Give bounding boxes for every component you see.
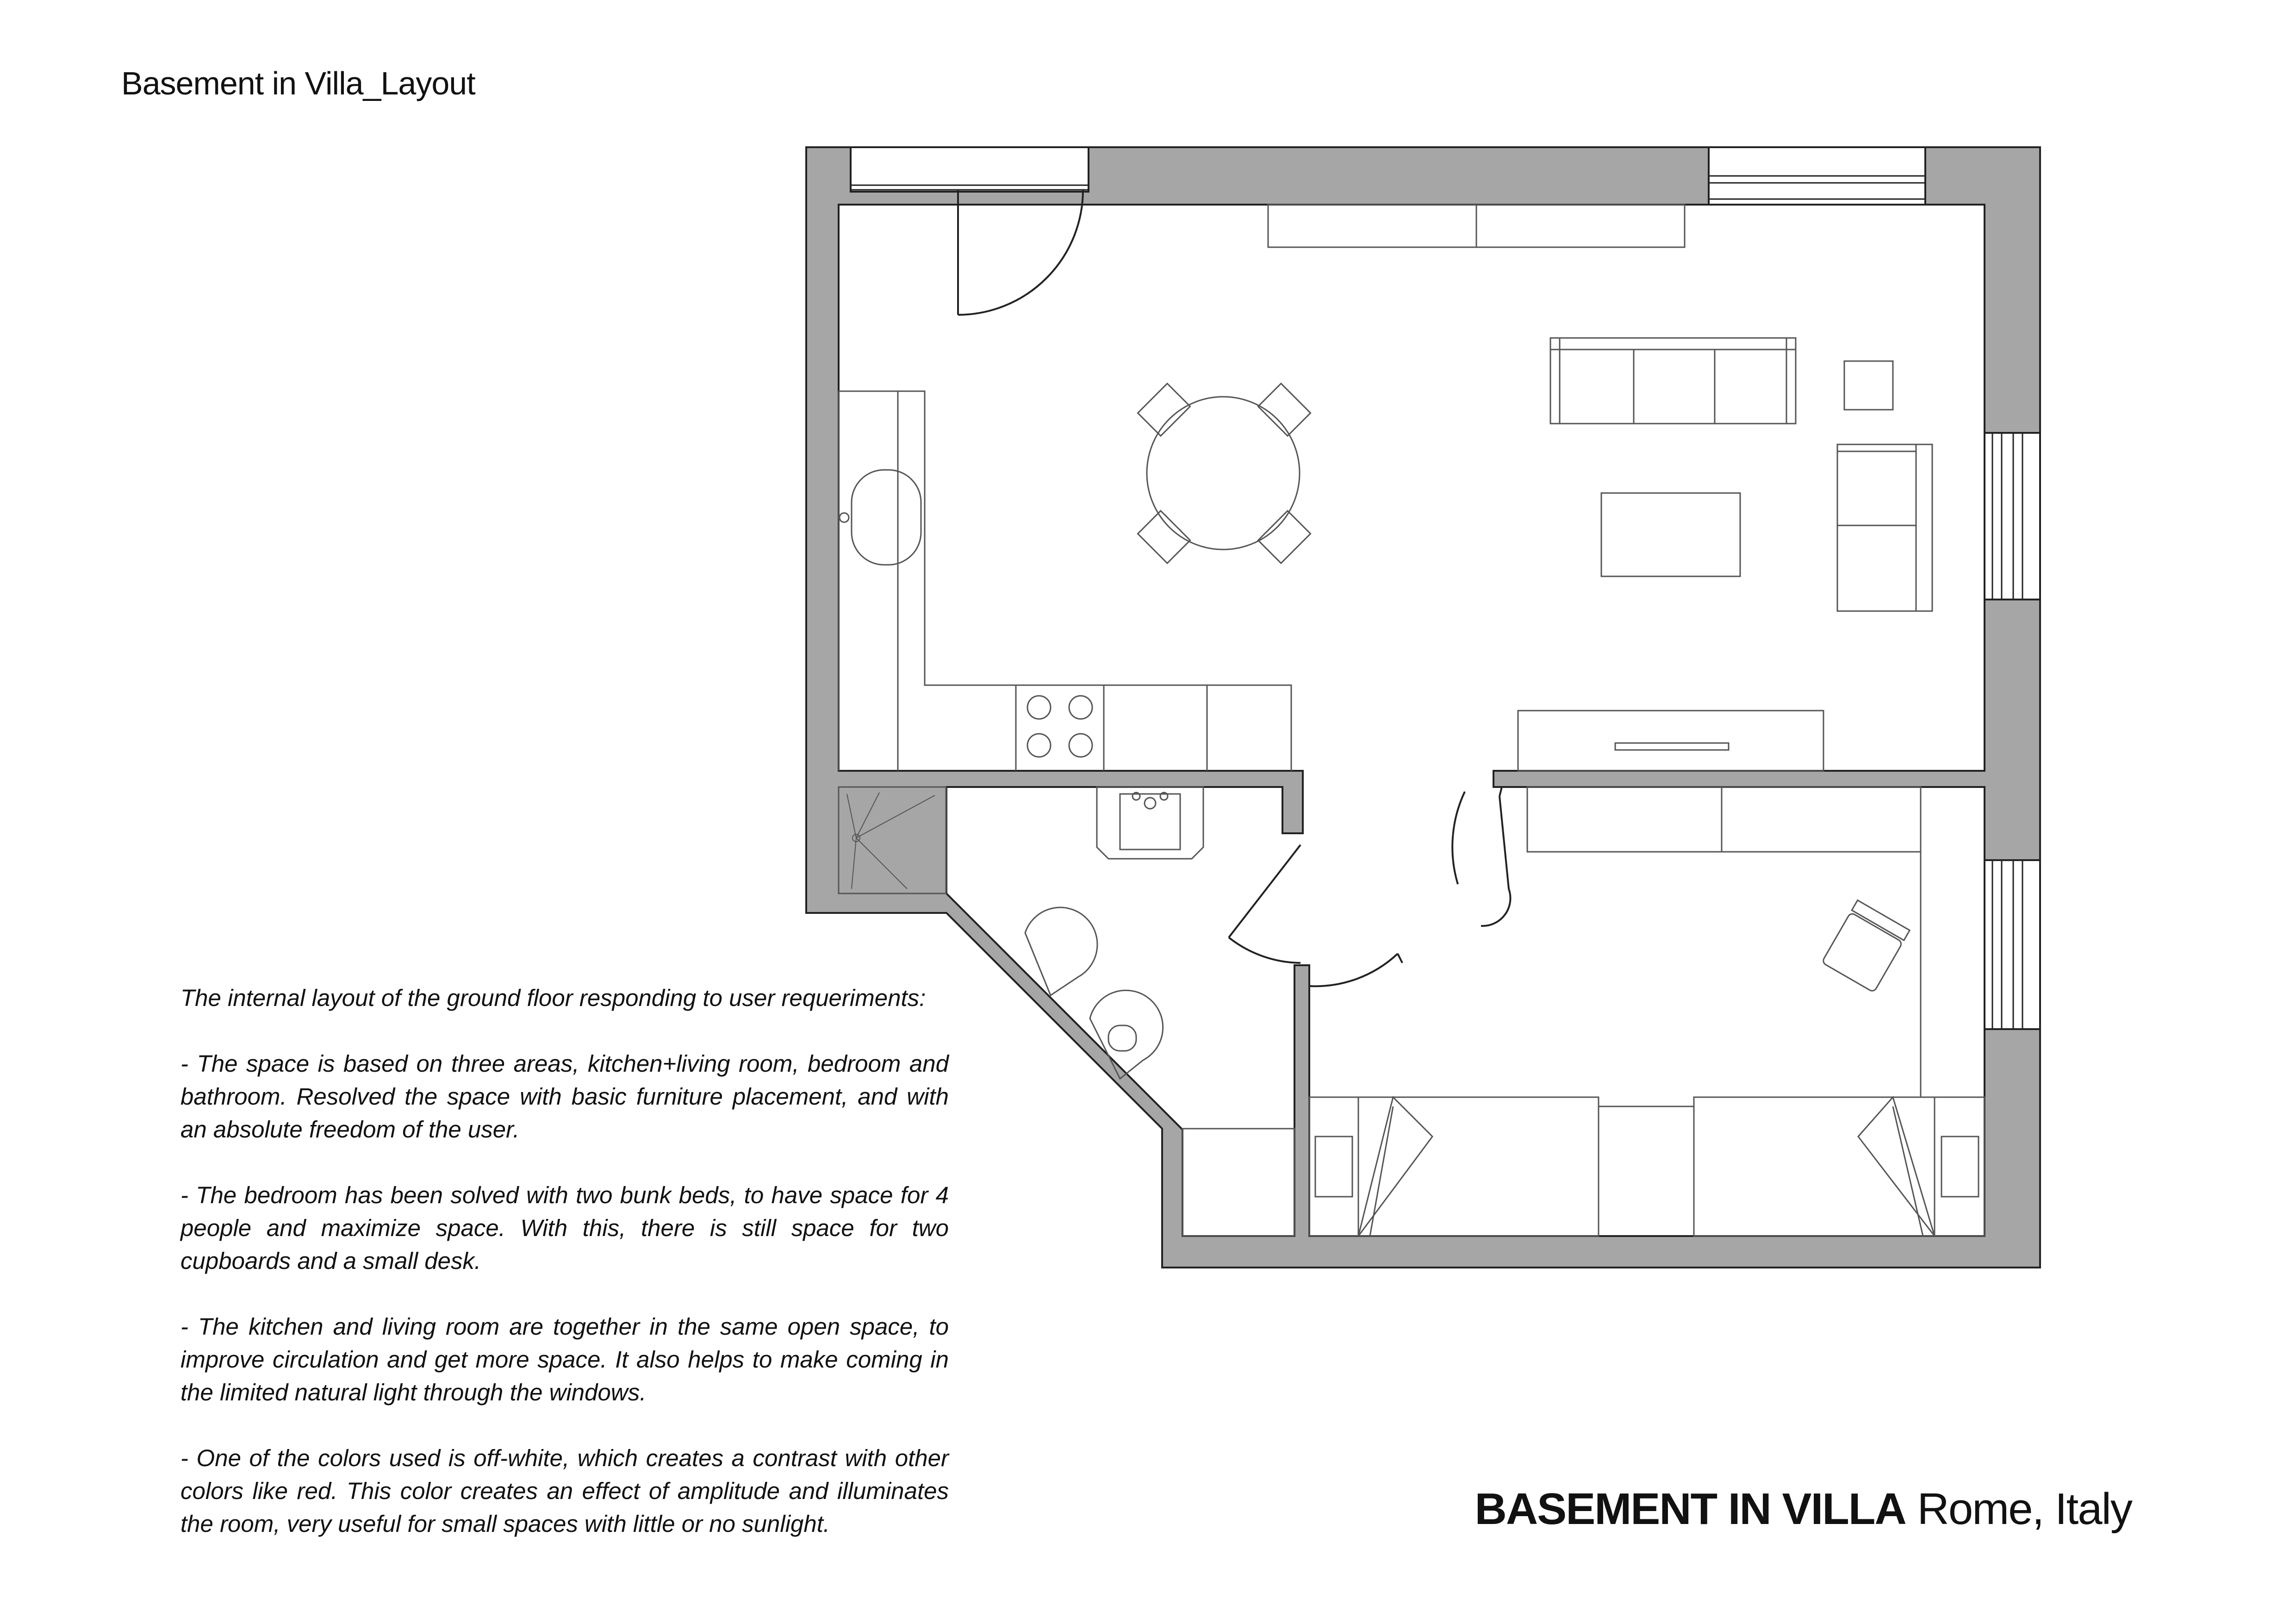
bedroom-door-leaf-right xyxy=(1452,792,1465,884)
description xyxy=(180,981,949,1540)
entrance-door-swing xyxy=(958,190,1083,315)
description-point: - The space is based on three areas, kitchen+living room, bedroom and bathroom. Resolved the space with basic furniture placement, and with an absolute freedom of the user. xyxy=(180,1050,949,1143)
tv xyxy=(1615,743,1729,750)
kitchen-counter xyxy=(839,391,1291,771)
outer-wall xyxy=(806,147,2040,1268)
walls xyxy=(806,147,2040,1268)
coffee-table xyxy=(1601,493,1740,576)
description-intro: The internal layout of the ground floor responding to user requeriments: xyxy=(180,985,926,1011)
wardrobe xyxy=(1527,787,1921,852)
bedroom-door-leaf-right-line xyxy=(1500,787,1502,796)
nightstand-left xyxy=(1315,1137,1352,1197)
description-point: - The bedroom has been solved with two bunk beds, to have space for 4 people and maximize space. With this, there is still space for two cupboards and a small desk. xyxy=(180,1182,949,1274)
kitchen-sink xyxy=(852,470,921,565)
bathroom-door-swing xyxy=(1229,937,1300,963)
desk-chair xyxy=(1822,900,1910,993)
cooktop xyxy=(1027,696,1092,757)
furniture xyxy=(839,205,1985,1236)
tv-unit xyxy=(1518,711,1823,771)
nightstand-right xyxy=(1941,1137,1979,1197)
project-location: Rome, Italy xyxy=(1917,1484,2132,1534)
armchair xyxy=(1837,444,1932,611)
bathroom-door-leaf xyxy=(1229,845,1300,937)
window-lines xyxy=(851,176,2022,1029)
project-title xyxy=(1475,1484,2132,1535)
dining-chairs xyxy=(1138,383,1310,563)
openings xyxy=(851,147,2040,1029)
bathroom-cabinet xyxy=(1182,1129,1294,1236)
sofa xyxy=(1550,338,1796,424)
description-point: - One of the colors used is off-white, which creates a contrast with other colors like red. This color creates an effect of amplitude and illuminates the room, very useful for small spaces with little or no sunlight. xyxy=(180,1445,949,1537)
dining-table xyxy=(1147,397,1300,550)
project-name: BASEMENT IN VILLA xyxy=(1475,1484,1906,1534)
doors xyxy=(958,190,1510,986)
page-title: Basement in Villa_Layout xyxy=(121,65,475,101)
side-table xyxy=(1844,361,1893,410)
description-point: - The kitchen and living room are together in the same open space, to improve circulation and get more space. It also helps to make coming in the limited natural light through the windows. xyxy=(180,1313,949,1405)
bedroom-door-leaf-left xyxy=(1309,954,1398,986)
